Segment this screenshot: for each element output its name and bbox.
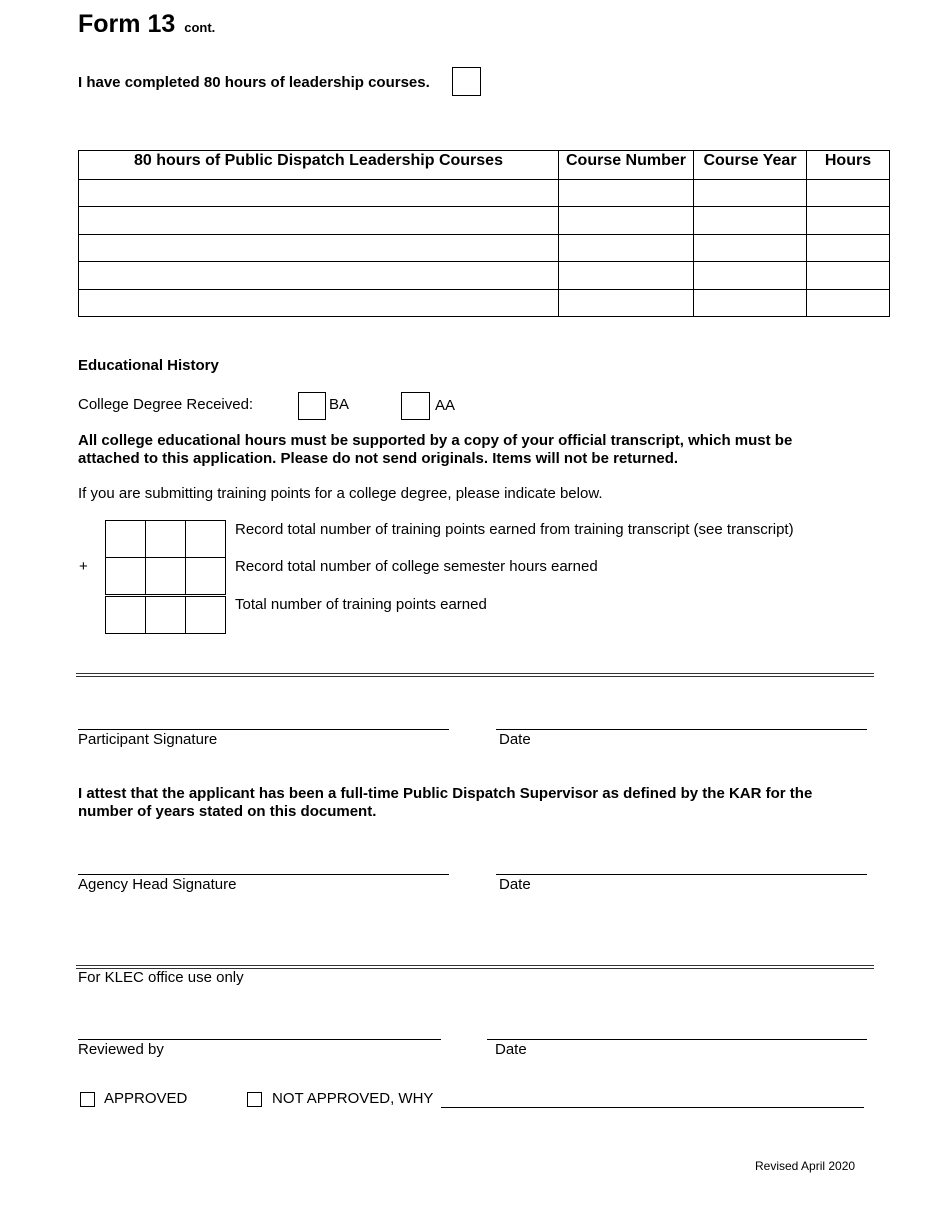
table-row <box>79 207 890 234</box>
course-number-cell[interactable] <box>559 262 694 289</box>
digit-box[interactable] <box>106 596 146 634</box>
hours-cell[interactable] <box>807 289 890 316</box>
transcript-note-line-1: All college educational hours must be supported by a copy of your official transcript, which must be <box>78 432 793 449</box>
leadership-complete-checkbox[interactable] <box>452 67 481 96</box>
grid-row-semester-hours <box>106 558 226 596</box>
course-number-cell[interactable] <box>559 207 694 234</box>
participant-signature-label: Participant Signature <box>78 731 218 748</box>
participant-date-line[interactable] <box>496 729 867 730</box>
office-use-heading: For KLEC office use only <box>78 969 244 986</box>
agency-date-label: Date <box>499 876 531 893</box>
course-year-cell[interactable] <box>694 289 807 316</box>
aa-checkbox[interactable] <box>401 392 430 420</box>
hours-cell[interactable] <box>807 262 890 289</box>
hours-cell[interactable] <box>807 234 890 261</box>
course-year-cell[interactable] <box>694 207 807 234</box>
semester-hours-label: Record total number of college semester hours earned <box>235 558 598 575</box>
review-date-line[interactable] <box>487 1039 867 1040</box>
educational-history-heading: Educational History <box>78 357 219 374</box>
hours-cell[interactable] <box>807 180 890 207</box>
course-year-cell[interactable] <box>694 262 807 289</box>
not-approved-label: NOT APPROVED, WHY <box>272 1090 434 1107</box>
cont-label: cont. <box>184 20 216 35</box>
transcript-note-line-2: attached to this application. Please do not send originals. Items will not be returned. <box>78 450 679 467</box>
leadership-statement: I have completed 80 hours of leadership courses. <box>78 74 430 91</box>
participant-date-label: Date <box>499 731 531 748</box>
digit-box[interactable] <box>146 558 186 596</box>
leadership-courses-table <box>78 150 890 317</box>
course-name-cell[interactable] <box>79 289 559 316</box>
agency-signature-line[interactable] <box>78 874 449 875</box>
column-header-course-year: Course Year <box>694 151 807 180</box>
agency-head-signature-label: Agency Head Signature <box>78 876 237 893</box>
course-number-cell[interactable] <box>559 289 694 316</box>
not-approved-reason-line[interactable] <box>441 1107 864 1108</box>
section-divider <box>76 673 874 677</box>
attestation-line-2: number of years stated on this document. <box>78 803 377 820</box>
digit-box[interactable] <box>186 521 226 558</box>
participant-signature-line[interactable] <box>78 729 449 730</box>
training-points-grid <box>105 520 226 634</box>
reviewed-by-line[interactable] <box>78 1039 441 1040</box>
review-date-label: Date <box>495 1041 527 1058</box>
digit-box[interactable] <box>146 596 186 634</box>
reviewed-by-label: Reviewed by <box>78 1041 164 1058</box>
ba-checkbox[interactable] <box>298 392 326 420</box>
total-points-label: Total number of training points earned <box>235 596 487 613</box>
course-name-cell[interactable] <box>79 262 559 289</box>
form-title: Form 13 cont. <box>78 10 216 38</box>
not-approved-checkbox[interactable] <box>247 1092 262 1107</box>
grid-row-total-points <box>106 596 226 634</box>
transcript-points-label: Record total number of training points earned from training transcript (see transcript) <box>235 521 794 538</box>
column-header-course-name: 80 hours of Public Dispatch Leadership Courses <box>79 151 559 180</box>
revised-date: Revised April 2020 <box>755 1159 856 1173</box>
plus-sign: + <box>79 558 88 575</box>
course-number-cell[interactable] <box>559 180 694 207</box>
approved-checkbox[interactable] <box>80 1092 95 1107</box>
digit-box[interactable] <box>106 521 146 558</box>
hours-cell[interactable] <box>807 207 890 234</box>
course-year-cell[interactable] <box>694 180 807 207</box>
digit-box[interactable] <box>186 596 226 634</box>
degree-received-label: College Degree Received: <box>78 396 254 413</box>
course-name-cell[interactable] <box>79 234 559 261</box>
digit-box[interactable] <box>106 558 146 596</box>
approved-label: APPROVED <box>104 1090 188 1107</box>
aa-label: AA <box>435 397 456 414</box>
course-year-cell[interactable] <box>694 234 807 261</box>
agency-date-line[interactable] <box>496 874 867 875</box>
table-row <box>79 262 890 289</box>
course-name-cell[interactable] <box>79 180 559 207</box>
column-header-course-number: Course Number <box>559 151 694 180</box>
training-points-intro: If you are submitting training points for a college degree, please indicate below. <box>78 485 603 502</box>
course-number-cell[interactable] <box>559 234 694 261</box>
table-header-row <box>79 151 890 180</box>
digit-box[interactable] <box>146 521 186 558</box>
ba-label: BA <box>329 396 350 413</box>
course-name-cell[interactable] <box>79 207 559 234</box>
column-header-hours: Hours <box>807 151 890 180</box>
table-row <box>79 234 890 261</box>
attestation-line-1: I attest that the applicant has been a full-time Public Dispatch Supervisor as defined by the KAR for the <box>78 785 813 802</box>
digit-box[interactable] <box>186 558 226 596</box>
table-row <box>79 289 890 316</box>
table-row <box>79 180 890 207</box>
grid-row-transcript-points <box>106 521 226 558</box>
